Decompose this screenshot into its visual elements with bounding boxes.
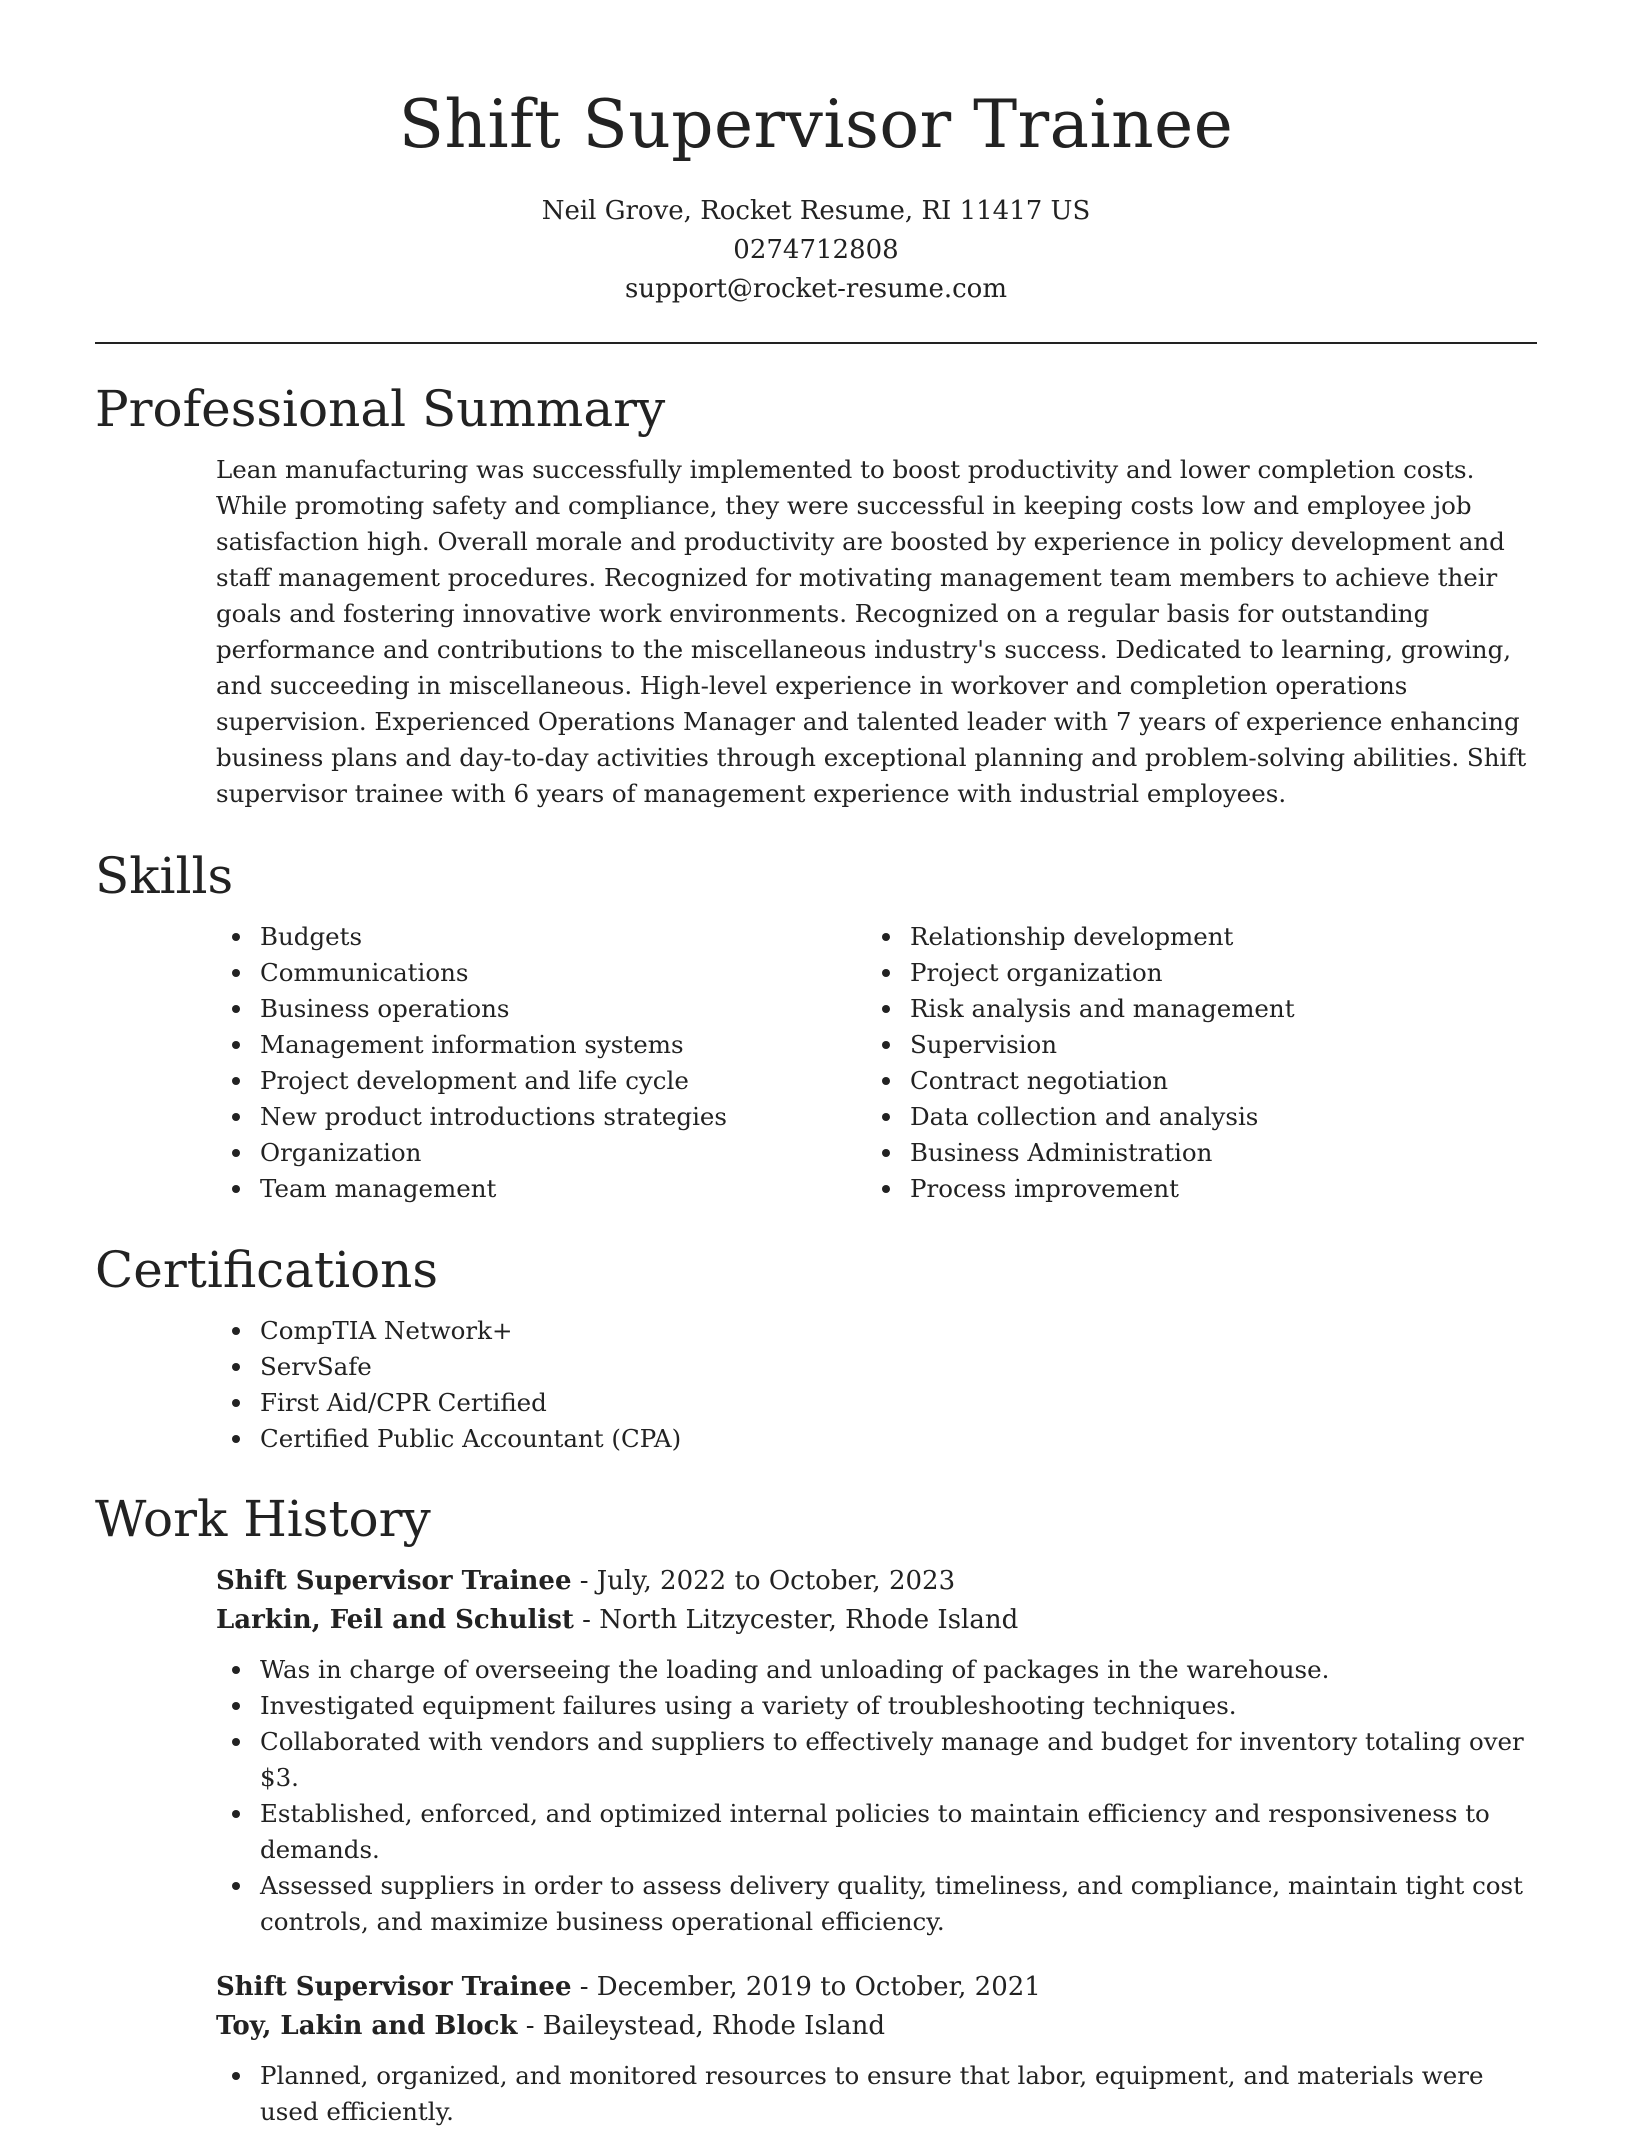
bullet-icon bbox=[232, 1399, 240, 1407]
resume-header bbox=[0, 0, 1632, 309]
bullet-icon bbox=[232, 1738, 240, 1746]
bullet-icon bbox=[232, 1666, 240, 1674]
job-location: - North Litzycester, Rhode Island bbox=[573, 1605, 1019, 1635]
skill-item: New product introductions strategies bbox=[216, 1099, 866, 1135]
work-history-section bbox=[95, 1486, 1537, 2130]
bullet-icon bbox=[232, 969, 240, 977]
job-bullet-item: Investigated equipment failures using a variety of troubleshooting techniques. bbox=[216, 1688, 1536, 1724]
certifications-section bbox=[95, 1237, 1537, 1457]
job-entry bbox=[216, 1562, 1536, 1940]
certification-item: First Aid/CPR Certified bbox=[216, 1385, 1536, 1421]
skill-item: Communications bbox=[216, 955, 866, 991]
job-company: Toy, Lakin and Block bbox=[216, 2011, 518, 2041]
skill-item: Process improvement bbox=[866, 1171, 1516, 1207]
email-link[interactable]: support@rocket-resume.com bbox=[624, 274, 1007, 304]
skill-item: Risk analysis and management bbox=[866, 991, 1516, 1027]
skills-columns bbox=[216, 919, 1536, 1207]
bullet-icon bbox=[882, 1185, 890, 1193]
bullet-icon bbox=[232, 1113, 240, 1121]
skill-item: Team management bbox=[216, 1171, 866, 1207]
bullet-icon bbox=[882, 1005, 890, 1013]
job-bullet-item: Collaborated with vendors and suppliers to effectively manage and budget for inventory totaling over $3. bbox=[216, 1724, 1536, 1796]
job-bullet-item: Established, enforced, and optimized internal policies to maintain efficiency and responsiveness to demands. bbox=[216, 1796, 1536, 1868]
summary-text: Lean manufacturing was successfully implemented to boost productivity and lower completion costs. While promoting safety and compliance, they were successful in keeping costs low and employee job satisfaction high. Overall morale and productivity are boosted by experience in policy development and staff management procedures. Recognized for motivating management team members to achieve their goals and fostering innovative work environments. Recognized on a regular basis for outstanding performance and contributions to the miscellaneous industry's success. Dedicated to learning, growing, and succeeding in miscellaneous. High-level experience in workover and completion operations supervision. Experienced Operations Manager and talented leader with 7 years of experience enhancing business plans and day-to-day activities through exceptional planning and problem-solving abilities. Shift supervisor trainee with 6 years of management experience with industrial employees. bbox=[216, 455, 1527, 808]
skills-heading: Skills bbox=[95, 847, 234, 905]
skills-section bbox=[95, 843, 1537, 1207]
job-title-line bbox=[216, 1968, 1536, 2007]
job-bullets bbox=[216, 2058, 1536, 2130]
certification-item: CompTIA Network+ bbox=[216, 1313, 1536, 1349]
job-dates: - July, 2022 to October, 2023 bbox=[571, 1566, 956, 1596]
bullet-icon bbox=[232, 1363, 240, 1371]
work-history-heading: Work History bbox=[95, 1490, 431, 1548]
bullet-icon bbox=[882, 933, 890, 941]
bullet-icon bbox=[232, 1435, 240, 1443]
skill-item: Contract negotiation bbox=[866, 1063, 1516, 1099]
bullet-icon bbox=[232, 1882, 240, 1890]
address-text: Neil Grove, Rocket Resume, RI 11417 US bbox=[541, 196, 1091, 226]
job-title-line bbox=[216, 1562, 1536, 1601]
skill-item: Project development and life cycle bbox=[216, 1063, 866, 1099]
job-location: - Baileystead, Rhode Island bbox=[517, 2011, 886, 2041]
certification-item: ServSafe bbox=[216, 1349, 1536, 1385]
job-company-line bbox=[216, 1601, 1536, 1640]
skill-item: Budgets bbox=[216, 919, 866, 955]
certifications-heading: Certifications bbox=[95, 1241, 439, 1299]
skill-item: Data collection and analysis bbox=[866, 1099, 1516, 1135]
job-bullet-item: Was in charge of overseeing the loading and unloading of packages in the warehouse. bbox=[216, 1652, 1536, 1688]
skill-item: Business operations bbox=[216, 991, 866, 1027]
bullet-icon bbox=[232, 1077, 240, 1085]
resume-title: Shift Supervisor Trainee bbox=[398, 86, 1234, 163]
job-company: Larkin, Feil and Schulist bbox=[216, 1605, 574, 1635]
skill-item: Organization bbox=[216, 1135, 866, 1171]
job-title: Shift Supervisor Trainee bbox=[216, 1972, 572, 2002]
job-title: Shift Supervisor Trainee bbox=[216, 1566, 572, 1596]
job-entry bbox=[216, 1968, 1536, 2130]
certification-item: Certified Public Accountant (CPA) bbox=[216, 1421, 1536, 1457]
skill-item: Project organization bbox=[866, 955, 1516, 991]
bullet-icon bbox=[882, 1077, 890, 1085]
contact-info bbox=[0, 192, 1632, 309]
job-company-line bbox=[216, 2007, 1536, 2046]
bullet-icon bbox=[232, 1149, 240, 1157]
skills-list-right bbox=[866, 919, 1516, 1207]
skill-item: Management information systems bbox=[216, 1027, 866, 1063]
summary-heading: Professional Summary bbox=[95, 380, 666, 438]
phone-text: 0274712808 bbox=[733, 235, 899, 265]
certifications-list bbox=[216, 1313, 1536, 1457]
summary-section bbox=[95, 376, 1537, 812]
bullet-icon bbox=[882, 969, 890, 977]
bullet-icon bbox=[232, 1702, 240, 1710]
bullet-icon bbox=[882, 1113, 890, 1121]
bullet-icon bbox=[882, 1149, 890, 1157]
skills-list-left bbox=[216, 919, 866, 1207]
bullet-icon bbox=[232, 933, 240, 941]
job-bullets bbox=[216, 1652, 1536, 1940]
bullet-icon bbox=[882, 1041, 890, 1049]
skill-item: Business Administration bbox=[866, 1135, 1516, 1171]
job-bullet-item: Planned, organized, and monitored resources to ensure that labor, equipment, and materials were used efficiently. bbox=[216, 2058, 1536, 2130]
bullet-icon bbox=[232, 2072, 240, 2080]
bullet-icon bbox=[232, 1005, 240, 1013]
bullet-icon bbox=[232, 1810, 240, 1818]
skill-item: Supervision bbox=[866, 1027, 1516, 1063]
job-bullet-item: Assessed suppliers in order to assess delivery quality, timeliness, and compliance, maintain tight cost controls, and maximize business operational efficiency. bbox=[216, 1868, 1536, 1940]
bullet-icon bbox=[232, 1327, 240, 1335]
skill-item: Relationship development bbox=[866, 919, 1516, 955]
header-divider bbox=[95, 342, 1537, 344]
bullet-icon bbox=[232, 1041, 240, 1049]
bullet-icon bbox=[232, 1185, 240, 1193]
job-dates: - December, 2019 to October, 2021 bbox=[571, 1972, 1041, 2002]
